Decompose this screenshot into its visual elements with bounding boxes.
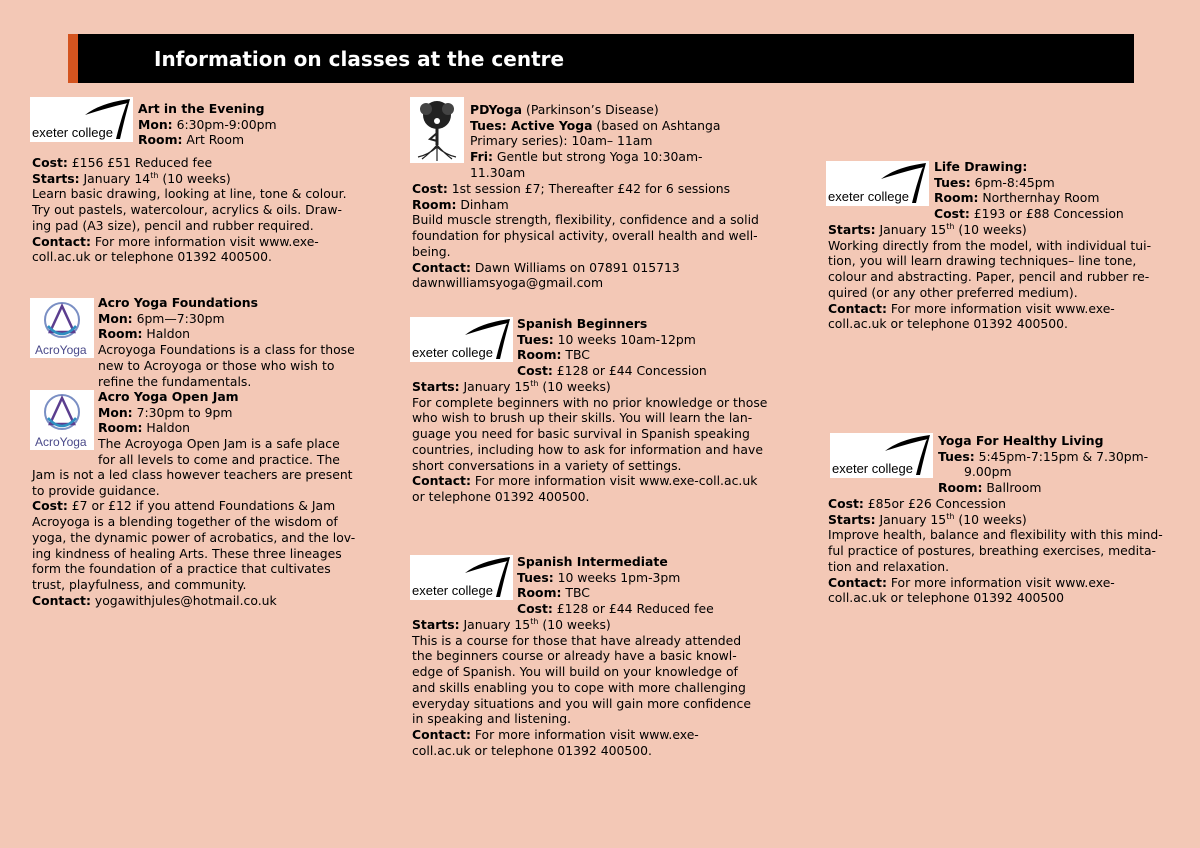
class-desc: Build muscle strength, flexibility, confidence and a solid <box>412 212 759 228</box>
art-class-header <box>138 101 277 148</box>
svg-text:AcroYoga: AcroYoga <box>35 343 87 357</box>
class-desc: ing kindness of healing Arts. These three lineages <box>32 545 342 561</box>
class-starts: Starts: January 15th (10 weeks) <box>412 378 611 394</box>
class-desc: Try out pastels, watercolour, acrylics & oils. Draw- <box>32 202 342 218</box>
class-title: Yoga For Healthy Living <box>938 433 1104 448</box>
class-desc: the beginners course or already have a basic knowl- <box>412 648 737 664</box>
class-desc: This is a course for those that have already attended <box>412 632 742 648</box>
class-title: Life Drawing: <box>934 159 1028 174</box>
class-desc: edge of Spanish. You will build on your knowledge of <box>412 664 738 680</box>
class-desc: refine the fundamentals. <box>98 373 252 389</box>
class-desc: colour and abstracting. Paper, pencil and rubber re- <box>828 269 1150 285</box>
class-cost: Cost: £156 £51 Reduced fee <box>32 155 213 170</box>
class-contact: Contact: Dawn Williams on 07891 015713 <box>412 259 680 275</box>
exeter-college-logo <box>410 317 513 362</box>
class-desc: being. <box>412 243 451 259</box>
life-drawing-details <box>828 222 1151 332</box>
class-room: Room: Art Room <box>138 132 245 148</box>
yoga-healthy-header <box>938 433 1148 496</box>
class-desc: for all levels to come and practice. The <box>98 451 340 467</box>
class-contact: Contact: For more information visit www.exe- <box>828 574 1115 590</box>
acro-jam-header <box>98 389 340 468</box>
class-contact: Contact: For more information visit www.exe- <box>32 233 319 249</box>
class-desc: Learn basic drawing, looking at line, tone & colour. <box>32 186 347 202</box>
class-contact: Contact: yogawithjules@hotmail.co.uk <box>32 592 277 608</box>
acroyoga-logo <box>30 298 94 358</box>
class-starts: Starts: January 14th (10 weeks) <box>32 170 231 186</box>
yoga-tree-logo <box>410 97 464 163</box>
svg-text:exeter college: exeter college <box>828 189 909 204</box>
class-time: Mon: 6:30pm-9:00pm <box>138 116 277 132</box>
class-contact: Contact: For more information visit www.exe- <box>412 726 699 742</box>
class-time: Tues: 5:45pm-7:15pm & 7.30pm- <box>938 448 1149 464</box>
class-desc: ing pad (A3 size), pencil and rubber required. <box>32 217 314 233</box>
pdyoga-details <box>412 181 759 291</box>
art-class-details <box>32 155 347 265</box>
class-room: Room: Dinham <box>412 196 509 212</box>
class-desc: countries, including how to ask for information and have <box>412 441 763 457</box>
class-contact: dawnwilliamsyoga@gmail.com <box>412 275 604 291</box>
class-time: Fri: Gentle but strong Yoga 10:30am- <box>470 149 703 165</box>
class-room: Room: Northernhay Room <box>934 190 1100 206</box>
class-cost: Cost: £128 or £44 Reduced fee <box>517 601 714 617</box>
class-desc: tion, you will learn drawing techniques– line tone, <box>828 253 1137 269</box>
class-contact: coll.ac.uk or telephone 01392 400500. <box>412 742 652 758</box>
class-cost: Cost: £193 or £88 Concession <box>934 206 1124 222</box>
class-time: 11.30am <box>470 164 526 180</box>
class-desc: foundation for physical activity, overall health and well- <box>412 228 758 244</box>
exeter-college-logo <box>410 555 513 600</box>
class-desc: and skills enabling you to cope with more challenging <box>412 679 746 695</box>
life-drawing-header <box>934 159 1124 222</box>
header-accent-bar <box>68 34 78 83</box>
class-contact: Contact: For more information visit www.exe-coll.ac.uk <box>412 473 758 489</box>
class-time: Tues: 10 weeks 1pm-3pm <box>517 569 681 585</box>
class-desc: trust, playfulness, and community. <box>32 576 247 592</box>
class-desc: ful practice of postures, breathing exercises, medita- <box>828 543 1157 559</box>
svg-text:AcroYoga: AcroYoga <box>35 435 87 449</box>
exeter-college-logo <box>826 161 929 206</box>
pdyoga-header <box>470 102 720 181</box>
class-desc: new to Acroyoga or those who wish to <box>98 357 335 373</box>
svg-text:exeter college: exeter college <box>412 345 493 360</box>
yoga-healthy-details <box>828 496 1163 606</box>
class-desc: guage you need for basic survival in Spanish speaking <box>412 426 750 442</box>
class-desc: short conversations in a variety of settings. <box>412 457 682 473</box>
class-desc: The Acroyoga Open Jam is a safe place <box>98 436 340 452</box>
acro-jam-details <box>32 467 355 608</box>
acro-foundations-block <box>98 295 355 389</box>
class-cost: Cost: £85or £26 Concession <box>828 496 1006 511</box>
class-room: Room: Ballroom <box>938 480 1042 496</box>
class-desc: Working directly from the model, with individual tui- <box>828 237 1152 253</box>
class-time: Mon: 7:30pm to 9pm <box>98 404 233 420</box>
class-time: Tues: 6pm-8:45pm <box>934 174 1055 190</box>
class-starts: Starts: January 15th (10 weeks) <box>828 511 1027 527</box>
class-desc: tion and relaxation. <box>828 558 950 574</box>
class-title: PDYoga (Parkinson’s Disease) <box>470 102 659 117</box>
class-contact: coll.ac.uk or telephone 01392 400500. <box>828 316 1068 332</box>
class-title: Spanish Intermediate <box>517 554 668 569</box>
class-time: Tues: 10 weeks 10am-12pm <box>517 331 696 347</box>
exeter-college-logo <box>830 433 933 478</box>
svg-text:exeter college: exeter college <box>412 583 493 598</box>
class-desc: form the foundation of a practice that cultivates <box>32 561 331 577</box>
class-desc: yoga, the dynamic power of acrobatics, and the lov- <box>32 529 356 545</box>
class-time: Tues: Active Yoga (based on Ashtanga <box>470 117 721 133</box>
class-desc: to provide guidance. <box>32 482 160 498</box>
spanish-intermediate-details <box>412 617 751 758</box>
class-contact: coll.ac.uk or telephone 01392 400500. <box>32 249 272 265</box>
page-title: Information on classes at the centre <box>154 47 565 71</box>
class-title: Art in the Evening <box>138 101 265 116</box>
class-cost: Cost: £7 or £12 if you attend Foundations & Jam <box>32 498 336 514</box>
class-desc: who wish to brush up their skills. You will learn the lan- <box>412 410 753 426</box>
spanish-beginners-details <box>412 379 767 505</box>
class-starts: Starts: January 15th (10 weeks) <box>412 616 611 632</box>
acroyoga-logo <box>30 390 94 450</box>
class-cost: Cost: £128 or £44 Concession <box>517 363 707 379</box>
class-title: Spanish Beginners <box>517 316 648 331</box>
header-banner <box>68 34 1134 83</box>
class-cost: Cost: 1st session £7; Thereafter £42 for 6 sessions <box>412 181 731 196</box>
class-time: Mon: 6pm—7:30pm <box>98 310 225 326</box>
class-contact: coll.ac.uk or telephone 01392 400500 <box>828 590 1065 606</box>
class-contact: or telephone 01392 400500. <box>412 488 590 504</box>
spanish-intermediate-header <box>517 554 714 617</box>
class-title: Acro Yoga Foundations <box>98 295 258 310</box>
class-room: Room: Haldon <box>98 420 191 436</box>
class-time: 9.00pm <box>964 464 1012 480</box>
spanish-beginners-header <box>517 316 707 379</box>
class-desc: in speaking and listening. <box>412 711 572 727</box>
class-room: Room: TBC <box>517 347 590 363</box>
class-desc: quired (or any other preferred medium). <box>828 284 1078 300</box>
class-starts: Starts: January 15th (10 weeks) <box>828 221 1027 237</box>
class-desc: everyday situations and you will gain more confidence <box>412 695 751 711</box>
class-desc: Jam is not a led class however teachers are present <box>32 467 353 482</box>
class-contact: Contact: For more information visit www.exe- <box>828 300 1115 316</box>
class-title: Acro Yoga Open Jam <box>98 389 239 404</box>
class-room: Room: TBC <box>517 585 590 601</box>
class-desc: For complete beginners with no prior knowledge or those <box>412 394 768 410</box>
class-room: Room: Haldon <box>98 326 191 342</box>
svg-text:exeter college: exeter college <box>832 461 913 476</box>
class-time: Primary series): 10am– 11am <box>470 133 653 149</box>
exeter-college-logo <box>30 97 133 142</box>
class-desc: Acroyoga is a blending together of the wisdom of <box>32 514 338 530</box>
svg-text:exeter college: exeter college <box>32 125 113 140</box>
class-desc: Acroyoga Foundations is a class for those <box>98 342 355 358</box>
class-desc: Improve health, balance and flexibility with this mind- <box>828 527 1163 543</box>
